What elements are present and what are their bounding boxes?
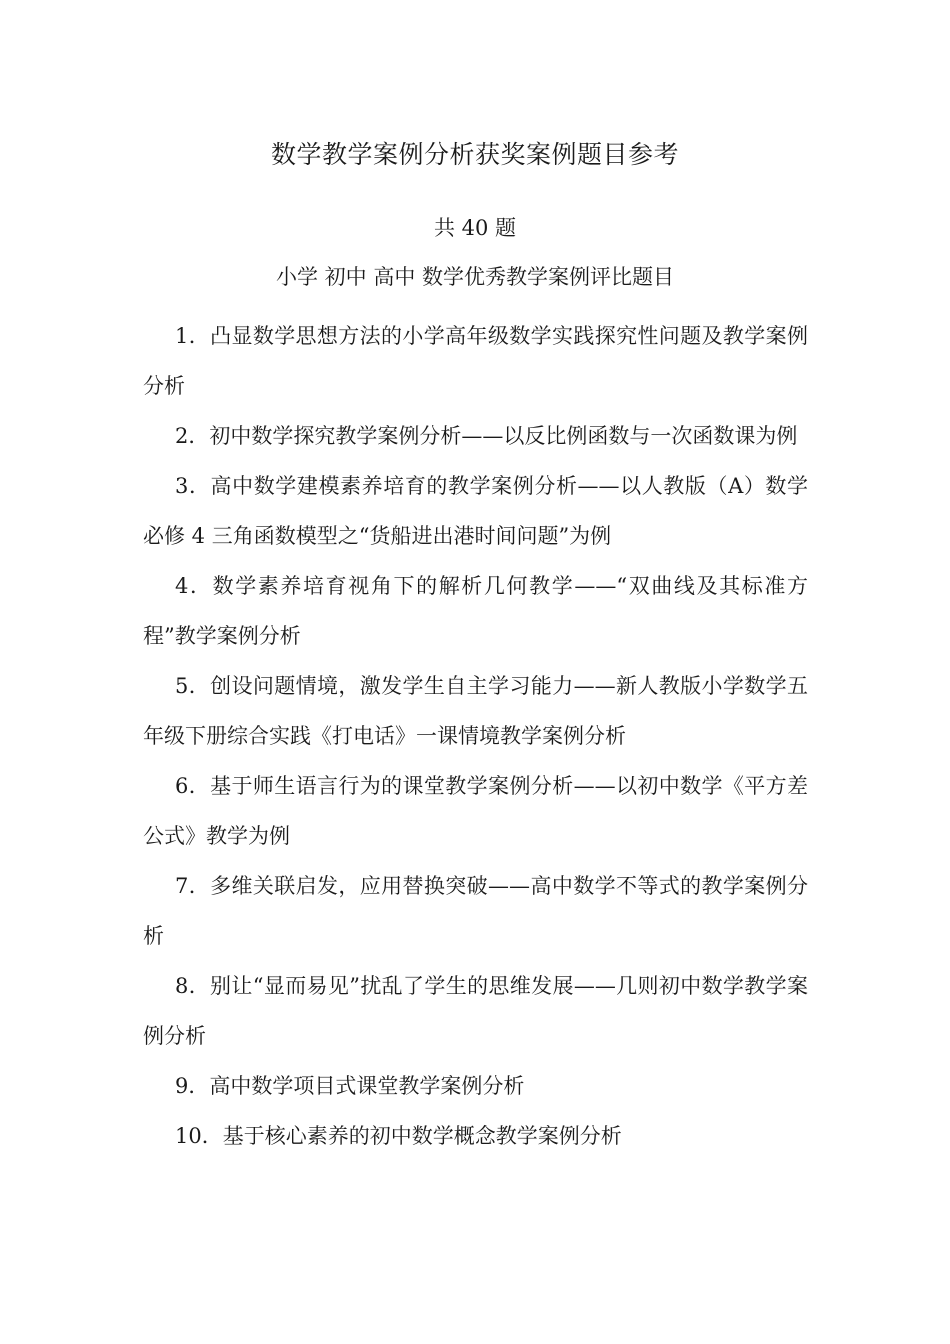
list-item: 3．高中数学建模素养培育的教学案例分析——以人教版（A）数学必修 4 三角函数模型之“货船进出港时间问题”为例 xyxy=(143,474,808,548)
list-item: 1．凸显数学思想方法的小学高年级数学实践探究性问题及教学案例分析 xyxy=(143,324,808,398)
topic-list xyxy=(143,311,808,1161)
list-item: 2．初中数学探究教学案例分析——以反比例函数与一次函数课为例 xyxy=(175,424,798,448)
question-count: 共 40 题 xyxy=(433,216,517,240)
document-title: 数学教学案例分析获奖案例题目参考 xyxy=(270,140,679,169)
list-item: 4．数学素养培育视角下的解析几何教学——“双曲线及其标准方程”教学案例分析 xyxy=(143,574,808,648)
list-item: 7．多维关联启发，应用替换突破——高中数学不等式的教学案例分析 xyxy=(143,874,808,948)
list-item: 10．基于核心素养的初中数学概念教学案例分析 xyxy=(175,1124,622,1148)
list-item: 9．高中数学项目式课堂教学案例分析 xyxy=(175,1074,525,1098)
list-item: 5．创设问题情境，激发学生自主学习能力——新人教版小学数学五年级下册综合实践《打电话》一课情境教学案例分析 xyxy=(143,674,808,748)
list-item: 8．别让“显而易见”扰乱了学生的思维发展——几则初中数学教学案例分析 xyxy=(143,974,808,1048)
document-subtitle: 小学 初中 高中 数学优秀教学案例评比题目 xyxy=(275,265,675,289)
list-item: 6．基于师生语言行为的课堂教学案例分析——以初中数学《平方差公式》教学为例 xyxy=(143,774,808,848)
